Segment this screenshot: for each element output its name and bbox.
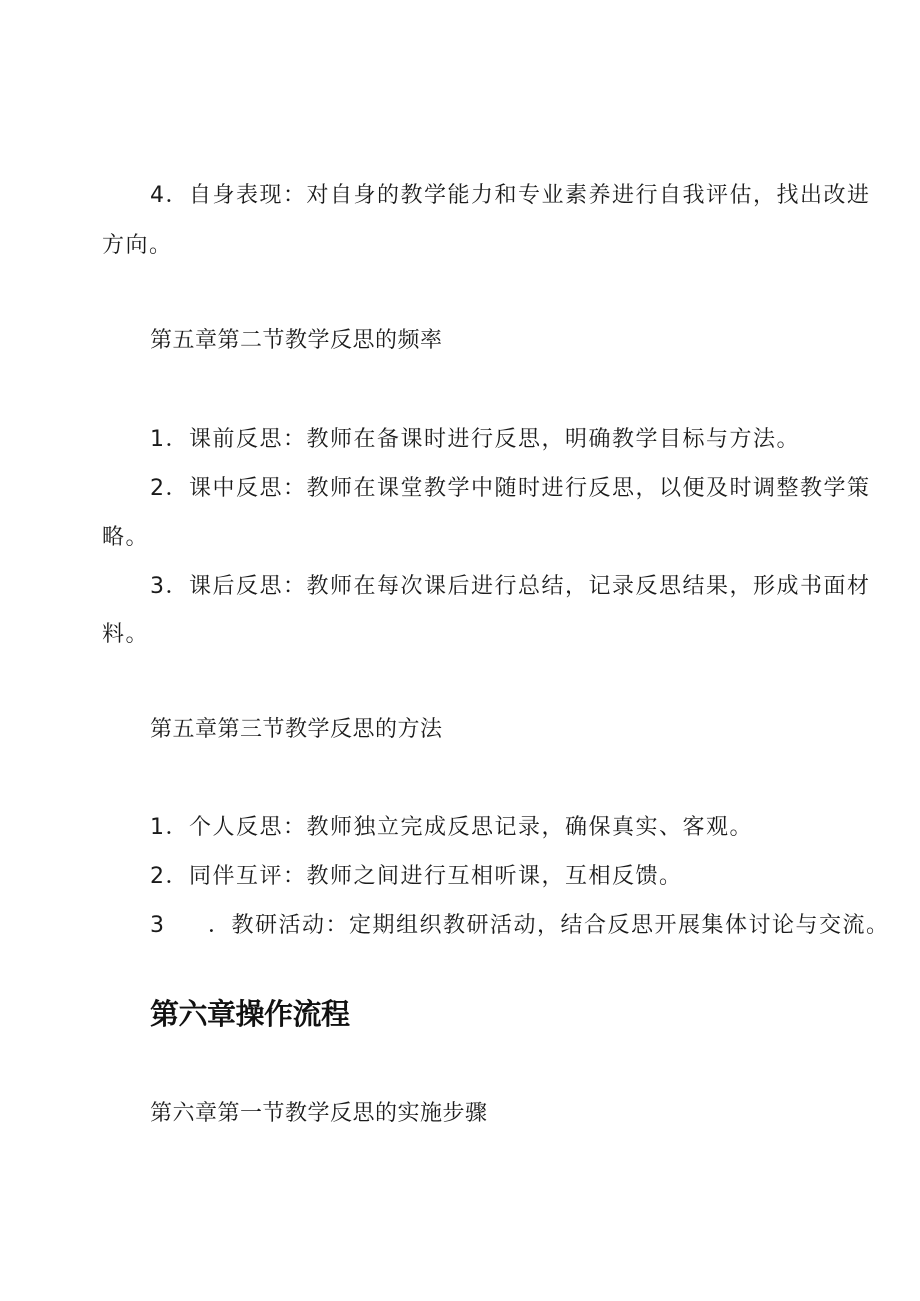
- list-item-number: 2: [150, 864, 166, 889]
- list-item-continuation: 方向。: [102, 233, 173, 258]
- list-item-in-class: [150, 474, 871, 504]
- list-item-number: 1: [150, 427, 166, 452]
- list-item-continuation: 料。: [102, 622, 150, 647]
- list-item-number: 3: [150, 913, 166, 938]
- list-item-text: ．同伴互评：教师之间进行互相听课，互相反馈。: [165, 864, 683, 889]
- list-item-text: ．课后反思：教师在每次课后进行总结，记录反思结果，形成书面材: [165, 574, 871, 599]
- list-item-text: ．课前反思：教师在备课时进行反思，明确教学目标与方法。: [165, 427, 801, 452]
- list-item-post-class: [150, 572, 871, 602]
- list-item-continuation: 略。: [102, 525, 150, 550]
- list-item-number: 3: [150, 574, 166, 599]
- list-item-personal-reflection: [150, 813, 753, 843]
- list-item-text: ．个人反思：教师独立完成反思记录，确保真实、客观。: [165, 815, 754, 840]
- list-item-number: 1: [150, 815, 166, 840]
- list-item-peer-review: [150, 862, 683, 892]
- list-item-teaching-research: [150, 911, 890, 941]
- section-heading-implementation-steps: 第六章第一节教学反思的实施步骤: [150, 1101, 488, 1126]
- list-item-text: ．课中反思：教师在课堂教学中随时进行反思，以便及时调整教学策: [165, 476, 871, 501]
- list-item-pre-class: [150, 425, 800, 455]
- section-heading-methods: 第五章第三节教学反思的方法: [150, 717, 443, 742]
- list-item-text: ．教研活动：定期组织教研活动，结合反思开展集体讨论与交流。: [208, 913, 890, 938]
- chapter-heading: 第六章操作流程: [150, 997, 350, 1031]
- list-item-number: 2: [150, 476, 166, 501]
- section-heading-frequency: 第五章第二节教学反思的频率: [150, 328, 443, 353]
- list-item-text: ．自身表现：对自身的教学能力和专业素养进行自我评估，找出改进: [165, 183, 871, 208]
- list-item-number: 4: [150, 183, 166, 208]
- list-item-self-performance: [150, 181, 871, 211]
